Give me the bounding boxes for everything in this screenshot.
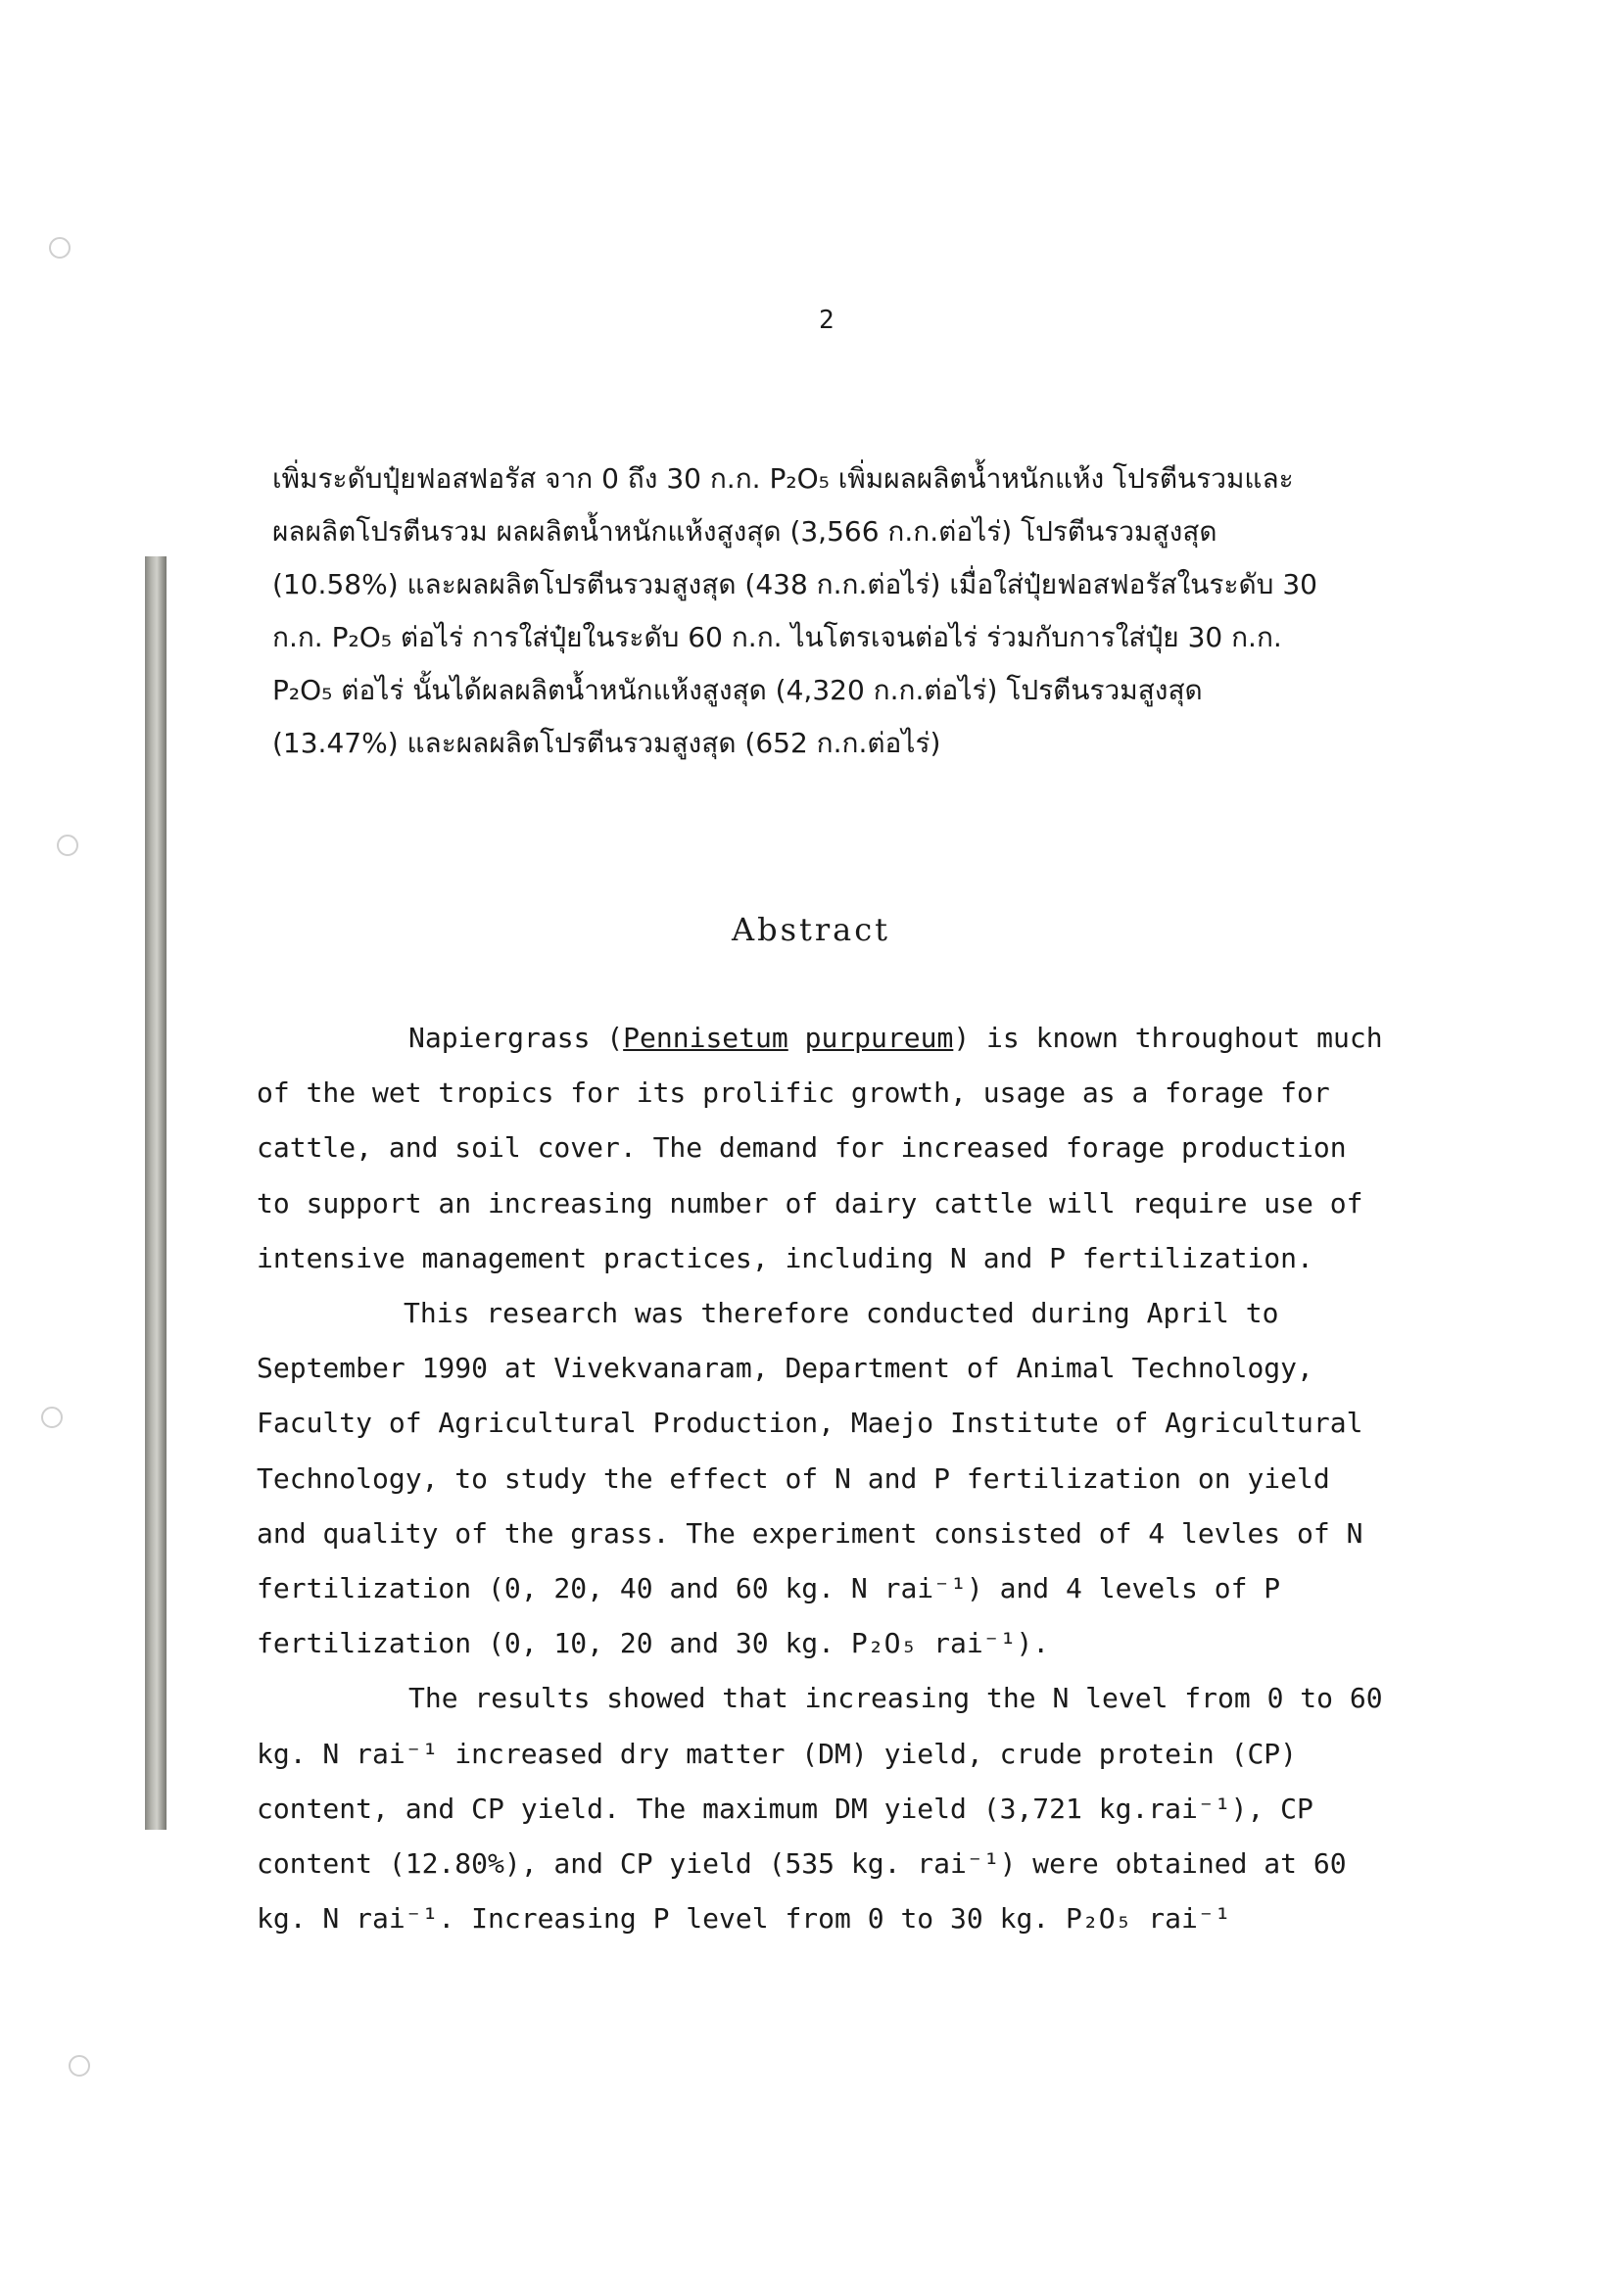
abstract-line: fertilization (0, 20, 40 and 60 kg. N rai⁻¹) and 4 levels of P — [257, 1572, 1281, 1605]
abstract-line: The results showed that increasing the N level from 0 to 60 — [408, 1682, 1383, 1715]
punch-hole-mark — [49, 237, 71, 259]
scientific-name-species: purpureum — [804, 1022, 954, 1054]
punch-hole-mark — [41, 1407, 63, 1428]
thai-summary-paragraph — [272, 453, 1399, 770]
thai-line: ก.ก. P₂O₅ ต่อไร่ การใส่ปุ๋ยในระดับ 60 ก.ก. ไนโตรเจนต่อไร่ ร่วมกับการใส่ปุ๋ย 30 ก.ก. — [272, 621, 1282, 653]
abstract-line: Faculty of Agricultural Production, Maejo Institute of Agricultural — [257, 1407, 1363, 1440]
abstract-line: This research was therefore conducted during April to — [404, 1297, 1279, 1330]
abstract-line: fertilization (0, 10, 20 and 30 kg. P₂O₅ rai⁻¹). — [257, 1627, 1050, 1660]
thai-line: P₂O₅ ต่อไร่ นั้นได้ผลผลิตน้ำหนักแห้งสูงสุด (4,320 ก.ก.ต่อไร่) โปรตีนรวมสูงสุด — [272, 674, 1203, 706]
abstract-line: September 1990 at Vivekvanaram, Department of Animal Technology, — [257, 1352, 1313, 1385]
abstract-text: Napiergrass (Pennisetum purpureum) is known throughout much — [408, 1022, 1383, 1054]
binding-strip — [145, 556, 167, 1830]
thai-line: ผลผลิตโปรตีนรวม ผลผลิตน้ำหนักแห้งสูงสุด (3,566 ก.ก.ต่อไร่) โปรตีนรวมสูงสุด — [272, 515, 1217, 548]
thai-line: (13.47%) และผลผลิตโปรตีนรวมสูงสุด (652 ก.ก.ต่อไร่) — [272, 727, 941, 759]
abstract-line — [257, 1011, 1383, 1066]
abstract-line: intensive management practices, including N and P fertilization. — [257, 1241, 1313, 1274]
punch-hole-mark — [57, 835, 78, 856]
abstract-line: kg. N rai⁻¹ increased dry matter (DM) yield, crude protein (CP) — [257, 1737, 1298, 1770]
abstract-body — [257, 1011, 1383, 1946]
punch-hole-mark — [69, 2055, 90, 2077]
abstract-line: content (12.80%), and CP yield (535 kg. rai⁻¹) were obtained at 60 — [257, 1847, 1347, 1881]
abstract-line: of the wet tropics for its prolific growth, usage as a forage for — [257, 1076, 1330, 1110]
abstract-line: and quality of the grass. The experiment consisted of 4 levles of N — [257, 1516, 1363, 1550]
page-number: 2 — [819, 306, 835, 335]
scientific-name-genus: Pennisetum — [623, 1022, 788, 1054]
abstract-heading: Abstract — [731, 911, 891, 948]
abstract-line: Technology, to study the effect of N and P fertilization on yield — [257, 1461, 1330, 1495]
abstract-line: kg. N rai⁻¹. Increasing P level from 0 to 30 kg. P₂O₅ rai⁻¹ — [257, 1902, 1231, 1936]
abstract-line: to support an increasing number of dairy cattle will require use of — [257, 1186, 1363, 1220]
thai-line: เพิ่มระดับปุ๋ยฟอสฟอรัส จาก 0 ถึง 30 ก.ก. P₂O₅ เพิ่มผลผลิตน้ำหนักแห้ง โปรตีนรวมและ — [272, 462, 1294, 495]
thai-line: (10.58%) และผลผลิตโปรตีนรวมสูงสุด (438 ก.ก.ต่อไร่) เมื่อใส่ปุ๋ยฟอสฟอรัสในระดับ 30 — [272, 568, 1317, 600]
abstract-line: cattle, and soil cover. The demand for increased forage production — [257, 1131, 1347, 1165]
abstract-line: content, and CP yield. The maximum DM yield (3,721 kg.rai⁻¹), CP — [257, 1792, 1313, 1825]
